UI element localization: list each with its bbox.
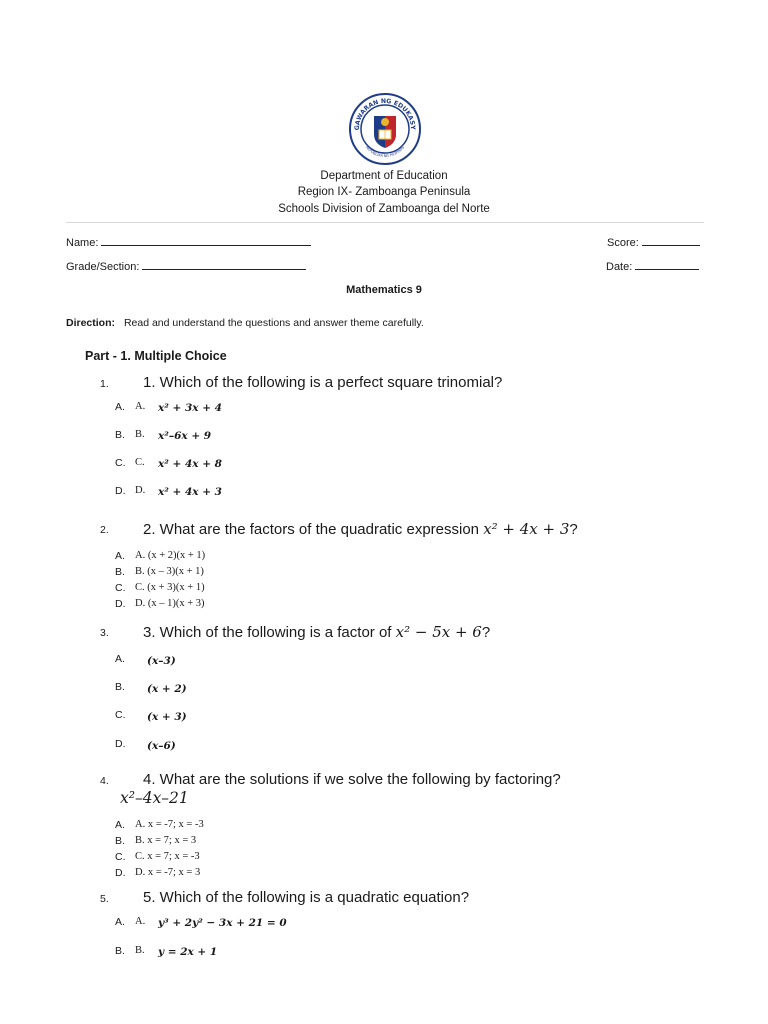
q1-option-b-prefix: B. [135,429,145,440]
q3-option-d-letter[interactable]: D. [115,738,126,750]
name-field [66,236,311,249]
question-3-math: x² − 5x + 6 [395,623,482,641]
question-5-number: 5. [100,893,109,905]
deped-seal [348,92,422,166]
q3-option-d-expr: (x–6) [147,740,176,752]
q3-option-a-letter[interactable]: A. [115,653,125,665]
q3-option-c-expr: (x + 3) [147,711,187,723]
subject-title: Mathematics 9 [346,284,422,296]
grade-section-blank[interactable] [142,260,306,270]
q3-option-c-letter[interactable]: C. [115,709,126,721]
header-divider [66,222,704,223]
q1-option-a-prefix: A. [135,401,146,412]
q1-option-c-letter[interactable]: C. [115,457,126,469]
q1-option-d-letter[interactable]: D. [115,485,126,497]
score-blank[interactable] [642,236,700,246]
q2-option-a-letter[interactable]: A. [115,550,125,562]
header-division: Schools Division of Zamboanga del Norte [278,203,490,215]
question-3 [143,623,490,641]
date-blank[interactable] [635,260,699,270]
q2-option-d-text: D. (x – 1)(x + 3) [135,598,205,609]
q1-option-d-expr: x² + 4x + 3 [158,486,222,498]
q5-option-b-expr: y = 2x + 1 [158,946,218,958]
q4-option-d-letter[interactable]: D. [115,867,126,879]
q1-option-a-expr: x² + 3x + 4 [158,402,222,414]
question-3-number: 3. [100,627,109,639]
q2-option-b-text: B. (x – 3)(x + 1) [135,566,204,577]
question-2 [143,520,578,538]
q1-option-a-letter[interactable]: A. [115,401,125,413]
q5-option-a-expr: y³ + 2y² − 3x + 21 = 0 [158,917,287,929]
q4-option-b-text: B. x = 7; x = 3 [135,835,197,846]
q1-option-b-letter[interactable]: B. [115,429,125,441]
name-blank[interactable] [101,236,311,246]
header-department: Department of Education [320,170,448,182]
q2-option-a-text: A. (x + 2)(x + 1) [135,550,206,561]
question-3-text: 3. Which of the following is a factor of [143,624,392,641]
question-4-text: 4. What are the solutions if we solve the following by factoring? [143,771,561,788]
q1-option-b-expr: x²–6x + 9 [158,430,212,442]
q3-option-b-expr: (x + 2) [147,683,187,695]
question-2-text: 2. What are the factors of the quadratic expression [143,521,480,538]
question-5-text: 5. Which of the following is a quadratic equation? [143,889,470,906]
name-label: Name: [66,237,99,249]
q4-option-c-letter[interactable]: C. [115,851,126,863]
q4-option-a-text: A. x = -7; x = -3 [135,819,204,830]
question-4-number: 4. [100,775,109,787]
question-2-number: 2. [100,524,109,536]
date-field [606,260,699,273]
question-3-suffix: ? [481,624,491,641]
question-4-math: x²–4x–21 [120,789,189,807]
q5-option-b-prefix: B. [135,945,145,956]
seal-bottom-text: REPUBLIKA NG PILIPINAS [364,145,406,159]
q4-option-d-text: D. x = -7; x = 3 [135,867,201,878]
q3-option-b-letter[interactable]: B. [115,681,125,693]
question-1-text: 1. Which of the following is a perfect square trinomial? [143,374,503,391]
question-2-suffix: ? [569,521,578,538]
score-label: Score: [607,237,639,249]
q4-option-c-text: C. x = 7; x = -3 [135,851,200,862]
header-region: Region IX- Zamboanga Peninsula [297,186,471,198]
direction [66,317,424,329]
q1-option-c-prefix: C. [135,457,145,468]
q5-option-a-prefix: A. [135,916,146,927]
q4-option-a-letter[interactable]: A. [115,819,125,831]
question-2-math: x² + 4x + 3 [483,520,570,538]
question-1-number: 1. [100,378,109,390]
q2-option-b-letter[interactable]: B. [115,566,125,578]
q2-option-c-letter[interactable]: C. [115,582,126,594]
direction-label: Direction: [66,317,116,329]
score-field [607,236,700,249]
q2-option-d-letter[interactable]: D. [115,598,126,610]
q1-option-c-expr: x² + 4x + 8 [158,458,222,470]
q5-option-b-letter[interactable]: B. [115,945,125,957]
q1-option-d-prefix: D. [135,485,146,496]
seal-top-text: GAWARAN NG EDUKASY [353,97,417,131]
direction-text: Read and understand the questions and answer theme carefully. [123,317,424,329]
part-title: Part - 1. Multiple Choice [85,349,227,363]
q5-option-a-letter[interactable]: A. [115,916,125,928]
q2-option-c-text: C. (x + 3)(x + 1) [135,582,205,593]
grade-section-label: Grade/Section: [66,261,140,273]
q4-option-b-letter[interactable]: B. [115,835,125,847]
q3-option-a-expr: (x–3) [147,655,176,667]
grade-section-field [66,260,306,273]
date-label: Date: [606,261,633,273]
